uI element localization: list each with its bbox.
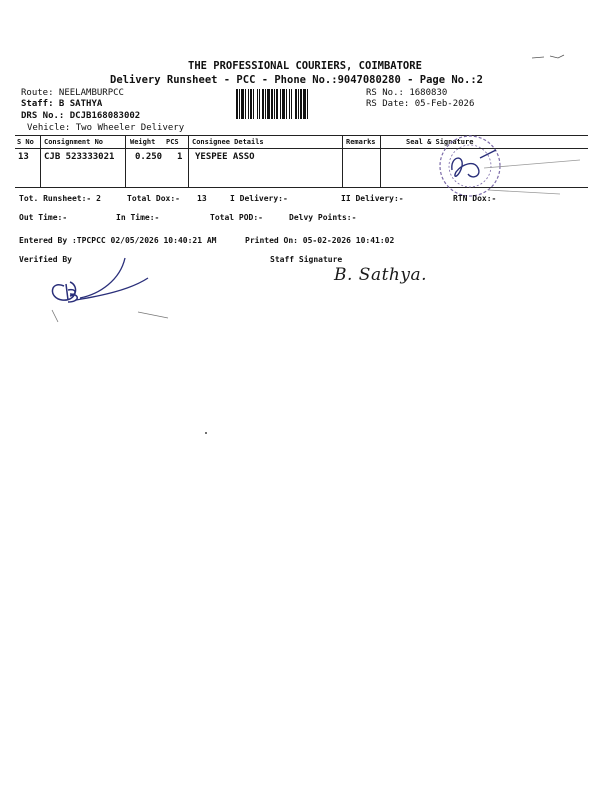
- col-header-consignee: Consignee Details: [192, 138, 264, 146]
- delvy-points: Delvy Points:-: [289, 213, 357, 222]
- barcode-bar: [295, 89, 297, 119]
- speck-icon: [203, 430, 209, 436]
- barcode-bar: [307, 89, 308, 119]
- barcode-bar: [250, 89, 252, 119]
- runsheet-subtitle: Delivery Runsheet - PCC - Phone No.:9047080280 - Page No.:2: [110, 74, 483, 86]
- entered-by: Entered By :TPCPCC 02/05/2026 10:40:21 AM: [19, 236, 217, 245]
- company-name: THE PROFESSIONAL COURIERS, COIMBATORE: [188, 60, 422, 72]
- staff-signature: B. Sathya.: [334, 265, 428, 285]
- barcode-bar: [267, 89, 270, 119]
- col-header-sno: S No: [17, 138, 34, 146]
- barcode-bar: [245, 89, 246, 119]
- staff-signature-label: Staff Signature: [270, 255, 343, 264]
- tot-runsheet: Tot. Runsheet:- 2: [19, 194, 101, 203]
- ii-delivery: II Delivery:-: [341, 194, 404, 203]
- in-time: In Time:-: [116, 213, 160, 222]
- col-divider: [380, 135, 381, 187]
- row-pcs: 1: [177, 152, 183, 162]
- col-divider: [188, 135, 189, 187]
- barcode-bar: [286, 89, 287, 119]
- i-delivery: I Delivery:-: [230, 194, 288, 203]
- barcode-bar: [248, 89, 249, 119]
- total-pod: Total POD:-: [210, 213, 263, 222]
- barcode-bar: [253, 89, 254, 119]
- verified-signature-icon: [40, 250, 180, 340]
- row-consignment: CJB 523333021: [44, 152, 115, 162]
- row-weight: 0.250: [135, 152, 163, 162]
- col-divider: [125, 135, 126, 187]
- col-header-seal: Seal & Signature: [406, 138, 474, 146]
- barcode-bar: [298, 89, 299, 119]
- barcode-bar: [259, 89, 260, 119]
- row-sno: 13: [18, 152, 29, 162]
- col-divider: [40, 135, 41, 187]
- printed-on: Printed On: 05-02-2026 10:41:02: [245, 236, 395, 245]
- barcode-bar: [241, 89, 244, 119]
- staff: Staff: B SATHYA: [21, 99, 103, 109]
- barcode-bar: [257, 89, 258, 119]
- row-consignee: YESPEE ASSO: [195, 152, 255, 162]
- barcode-bar: [289, 89, 290, 119]
- rtn-dox: RTN Dox:-: [453, 194, 497, 203]
- rs-date: RS Date: 05-Feb-2026: [366, 99, 475, 109]
- barcode-bar: [265, 89, 266, 119]
- barcode-bar: [276, 89, 278, 119]
- barcode-bar: [300, 89, 302, 119]
- rs-number: RS No.: 1680830: [366, 88, 448, 98]
- barcode-bar: [271, 89, 273, 119]
- vehicle: Vehicle: Two Wheeler Delivery: [27, 123, 185, 133]
- out-time: Out Time:-: [19, 213, 68, 222]
- col-divider: [342, 135, 343, 187]
- barcode-bar: [291, 89, 292, 119]
- barcode-bar: [303, 89, 306, 119]
- pen-stroke-icon: [480, 150, 590, 200]
- barcode-bar: [239, 89, 240, 119]
- barcode-bar: [280, 89, 281, 119]
- barcode-bar: [274, 89, 275, 119]
- verified-by-label: Verified By: [19, 255, 72, 264]
- barcode: [236, 89, 362, 119]
- route: Route: NEELAMBURPCC: [21, 88, 124, 98]
- col-header-pcs: PCS: [166, 138, 179, 146]
- total-dox-label: Total Dox:-: [127, 194, 180, 203]
- col-header-consignment: Consignment No: [44, 138, 104, 146]
- drs-number: DRS No.: DCJB168083002: [21, 111, 141, 121]
- corner-mark-icon: [530, 52, 570, 64]
- barcode-bar: [236, 89, 238, 119]
- col-header-remarks: Remarks: [346, 138, 376, 146]
- total-dox-value: 13: [197, 194, 207, 203]
- col-header-weight: Weight: [130, 138, 156, 146]
- barcode-bar: [262, 89, 264, 119]
- barcode-bar: [282, 89, 285, 119]
